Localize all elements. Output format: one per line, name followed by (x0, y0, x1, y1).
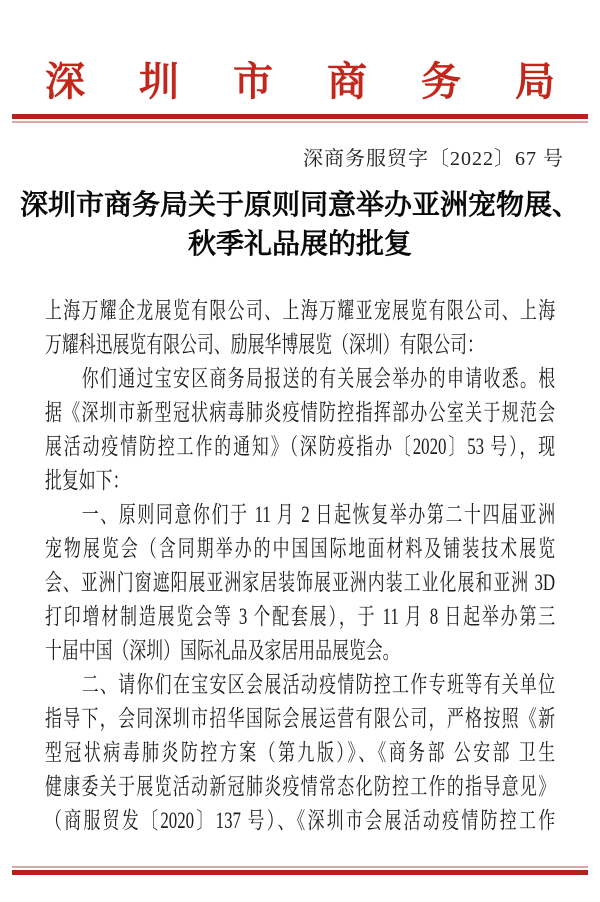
agency-name (45, 58, 555, 106)
body-line: 批复如下： (45, 468, 130, 493)
agency-name-char: 局 (515, 59, 555, 104)
body-line: 万耀科迅展览有限公司、励展华博展览（深圳）有限公司： (45, 332, 484, 357)
agency-name-char: 务 (421, 59, 461, 104)
document-body-lines (45, 294, 555, 838)
document-title-line-2: 秋季礼品展的批复 (187, 229, 412, 260)
body-line: 上海万耀企龙展览有限公司、上海万耀亚宠展览有限公司、上海 (45, 298, 556, 323)
body-line: 一、原则同意你们于 11 月 2 日起恢复举办第二十四届亚洲 (81, 502, 556, 527)
body-line: 健康委关于展览活动新冠肺炎疫情常态化防控工作的指导意见》 (45, 774, 556, 799)
header-divider-thin-line (12, 121, 588, 123)
agency-name-char: 商 (327, 59, 367, 104)
header-divider (12, 114, 588, 123)
footer-divider (12, 866, 588, 875)
body-line: 打印增材制造展览会等 3 个配套展），于 11 月 8 日起举办第三 (45, 604, 556, 629)
document-body (45, 294, 555, 838)
body-line: 会、亚洲门窗遮阳展亚洲家居装饰展亚洲内装工业化展和亚洲 3D (45, 570, 556, 595)
body-line: 指导下，会同深圳市招华国际会展运营有限公司，严格按照《新 (45, 706, 556, 731)
footer-divider-thick-line (12, 870, 588, 875)
agency-name-char: 深 (45, 59, 85, 104)
document-number: 深商务服贸字〔2022〕67 号 (303, 148, 564, 170)
body-line: 宠物展览会（含同期举办的中国国际地面材料及铺装技术展览 (45, 536, 556, 561)
body-line: 二、请你们在宝安区会展活动疫情防控工作专班等有关单位 (81, 672, 556, 697)
agency-name-char: 市 (233, 59, 273, 104)
document-title (0, 186, 600, 264)
body-line: 你们通过宝安区商务局报送的有关展会举办的申请收悉。根 (81, 366, 556, 391)
body-line: （商服贸发〔2020〕137 号）、《深圳市会展活动疫情防控工作 (45, 808, 556, 833)
body-line: 展活动疫情防控工作的通知》（深防疫指办〔2020〕53 号），现 (45, 434, 556, 459)
agency-name-char: 圳 (139, 59, 179, 104)
document-title-line-1: 深圳市商务局关于原则同意举办亚洲宠物展、 (19, 190, 580, 221)
body-line: 型冠状病毒肺炎防控方案（第九版）》、《商务部 公安部 卫生 (45, 740, 556, 765)
body-line: 据《深圳市新型冠状病毒肺炎疫情防控指挥部办公室关于规范会 (45, 400, 556, 425)
body-line: 十届中国（深圳）国际礼品及家居用品展览会。 (45, 638, 400, 663)
